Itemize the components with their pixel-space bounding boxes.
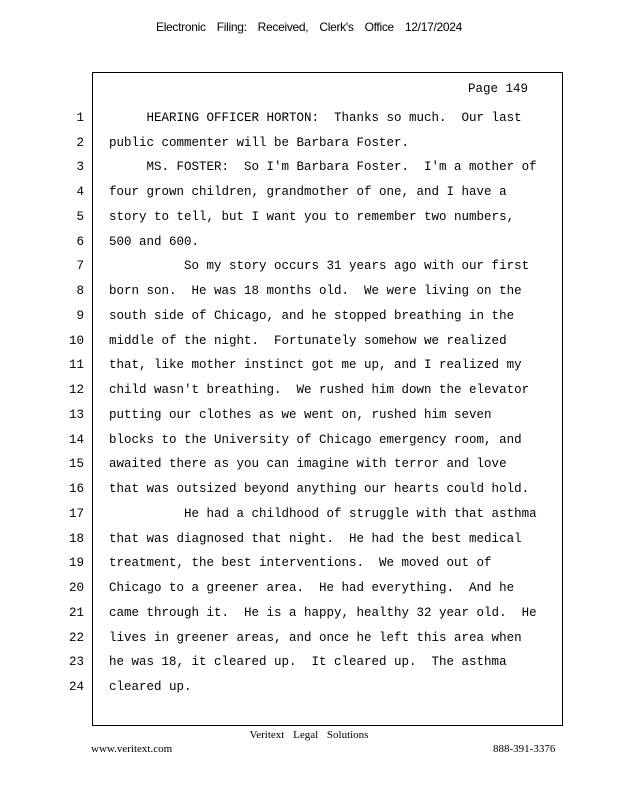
transcript-line: HEARING OFFICER HORTON: Thanks so much. Our last	[109, 111, 522, 125]
transcript-line: four grown children, grandmother of one, and I have a	[109, 185, 507, 200]
transcript-line: treatment, the best interventions. We moved out of	[109, 556, 492, 571]
transcript-line: He had a childhood of struggle with that asthma	[109, 506, 537, 521]
line-number: 13	[68, 407, 84, 422]
transcript-line: MS. FOSTER: So I'm Barbara Foster. I'm a mother of	[109, 160, 537, 175]
line-number: 21	[68, 605, 84, 620]
transcript-line: awaited there as you can imagine with terror and love	[109, 457, 507, 472]
line-number: 3	[76, 160, 84, 175]
footer-company: Veritext Legal Solutions	[249, 729, 369, 741]
transcript-line: middle of the night. Fortunately somehow we realized	[109, 333, 507, 348]
line-number: 17	[68, 506, 84, 521]
line-number: 1	[76, 111, 84, 125]
line-number: 14	[68, 432, 84, 447]
line-number: 2	[76, 135, 84, 150]
transcript-line: born son. He was 18 months old. We were living on the	[109, 284, 522, 299]
transcript-line: So my story occurs 31 years ago with our first	[109, 259, 530, 274]
footer-phone: 888-391-3376	[493, 743, 556, 755]
transcript-line: story to tell, but I want you to remember two numbers,	[109, 209, 515, 224]
transcript-line: putting our clothes as we went on, rushed him seven	[109, 407, 492, 422]
line-number: 8	[76, 284, 84, 299]
line-number: 20	[68, 581, 84, 596]
transcript-line: south side of Chicago, and he stopped breathing in the	[109, 308, 515, 323]
line-number: 16	[68, 482, 84, 497]
transcript-line: blocks to the University of Chicago emergency room, and	[109, 432, 522, 447]
transcript-line: 500 and 600.	[109, 234, 200, 249]
line-number: 23	[68, 655, 84, 670]
line-number: 4	[76, 185, 84, 200]
transcript-line: he was 18, it cleared up. It cleared up. The asthma	[109, 655, 507, 670]
transcript-line: public commenter will be Barbara Foster.	[109, 135, 410, 150]
page-number: Page 149	[468, 82, 529, 96]
footer-website: www.veritext.com	[91, 743, 173, 755]
transcript-line: Chicago to a greener area. He had everything. And he	[109, 581, 515, 596]
line-number: 19	[68, 556, 84, 571]
transcript-line: lives in greener areas, and once he left this area when	[109, 630, 522, 645]
line-number: 5	[76, 209, 84, 224]
line-number: 10	[68, 333, 84, 348]
transcript-line: that, like mother instinct got me up, and I realized my	[109, 358, 522, 373]
filing-stamp-header: Electronic Filing: Received, Clerk's Office 12/17/2024	[155, 20, 462, 34]
line-number: 11	[68, 358, 84, 373]
transcript-line: cleared up.	[109, 680, 192, 695]
transcript-line: came through it. He is a happy, healthy 32 year old. He	[109, 605, 537, 620]
line-number: 9	[76, 308, 84, 323]
line-number: 7	[76, 259, 84, 274]
line-number: 6	[76, 234, 84, 249]
line-number: 22	[68, 630, 84, 645]
line-number: 15	[68, 457, 84, 472]
transcript-line: that was outsized beyond anything our hearts could hold.	[109, 482, 530, 497]
transcript-line: child wasn't breathing. We rushed him down the elevator	[109, 383, 530, 398]
line-number: 18	[68, 531, 84, 546]
line-number: 24	[68, 680, 84, 695]
transcript-line: that was diagnosed that night. He had the best medical	[109, 531, 522, 546]
line-number: 12	[68, 383, 84, 398]
